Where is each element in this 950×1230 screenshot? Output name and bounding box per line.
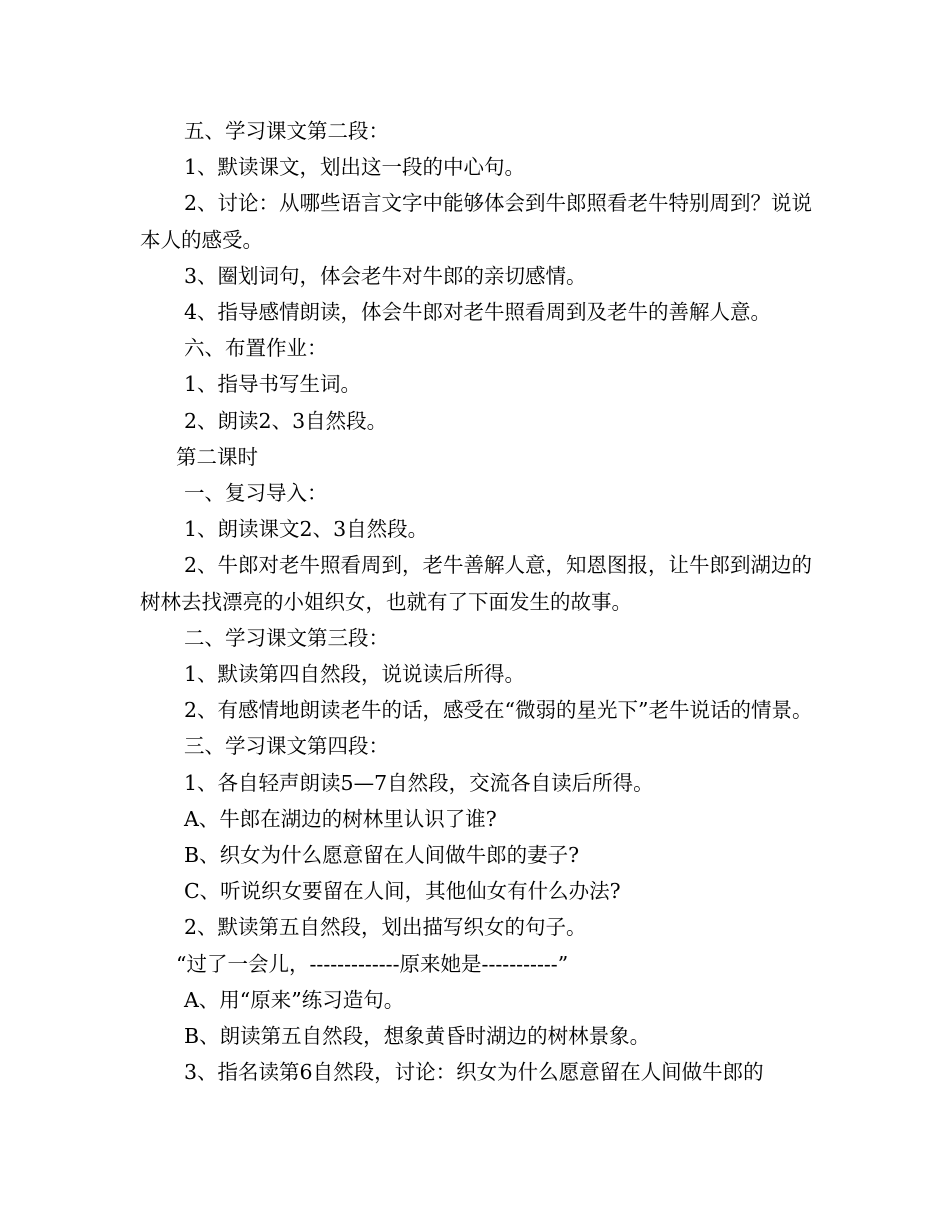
document-body: [140, 113, 820, 1090]
paragraph: 2、讨论：从哪些语言文字中能够体会到牛郎照看老牛特别周到？说说本人的感受。: [140, 191, 813, 252]
question-item: B、朗读第五自然段，想象黄昏时湖边的树林景象。: [184, 1024, 651, 1049]
lesson-heading: 第二课时: [176, 444, 258, 469]
question-item: C、听说织女要留在人间，其他仙女有什么办法?: [184, 879, 621, 904]
paragraph: 1、指导书写生词。: [184, 372, 362, 397]
paragraph: 2、牛郎对老牛照看周到，老牛善解人意，知恩图报，让牛郎到湖边的树林去找漂亮的小姐织女，也就有了下面发生的故事。: [140, 553, 813, 614]
paragraph: 1、默读课文，划出这一段的中心句。: [184, 155, 526, 180]
paragraph: 1、各自轻声朗读5—7自然段，交流各自读后所得。: [184, 770, 654, 795]
section-heading-2: 二、学习课文第三段：: [184, 625, 389, 650]
section-heading-5: 五、学习课文第二段：: [184, 119, 389, 143]
section-heading-3: 三、学习课文第四段：: [184, 734, 389, 759]
paragraph: 1、默读第四自然段，说说读后所得。: [184, 662, 526, 687]
question-item: A、牛郎在湖边的树林里认识了谁?: [184, 806, 497, 831]
paragraph: 2、默读第五自然段，划出描写织女的句子。: [184, 915, 587, 940]
question-item: B、织女为什么愿意留在人间做牛郎的妻子?: [184, 843, 580, 868]
section-heading-1: 一、复习导入：: [184, 481, 328, 506]
section-heading-6: 六、布置作业：: [184, 336, 328, 361]
question-item: A、用“原来”练习造句。: [184, 987, 405, 1012]
paragraph: 1、朗读课文2、3自然段。: [184, 517, 429, 542]
paragraph: 3、圈划词句，体会老牛对牛郎的亲切感情。: [184, 263, 587, 288]
paragraph: 2、朗读2、3自然段。: [184, 408, 388, 433]
paragraph: 2、有感情地朗读老牛的话，感受在“微弱的星光下”老牛说话的情景。: [184, 698, 813, 723]
paragraph: 3、指名读第6自然段，讨论：织女为什么愿意留在人间做牛郎的: [184, 1060, 764, 1085]
paragraph: 4、指导感情朗读，体会牛郎对老牛照看周到及老牛的善解人意。: [184, 300, 772, 325]
quote-line: “过了一会儿，-------------原来她是-----------”: [176, 951, 569, 976]
